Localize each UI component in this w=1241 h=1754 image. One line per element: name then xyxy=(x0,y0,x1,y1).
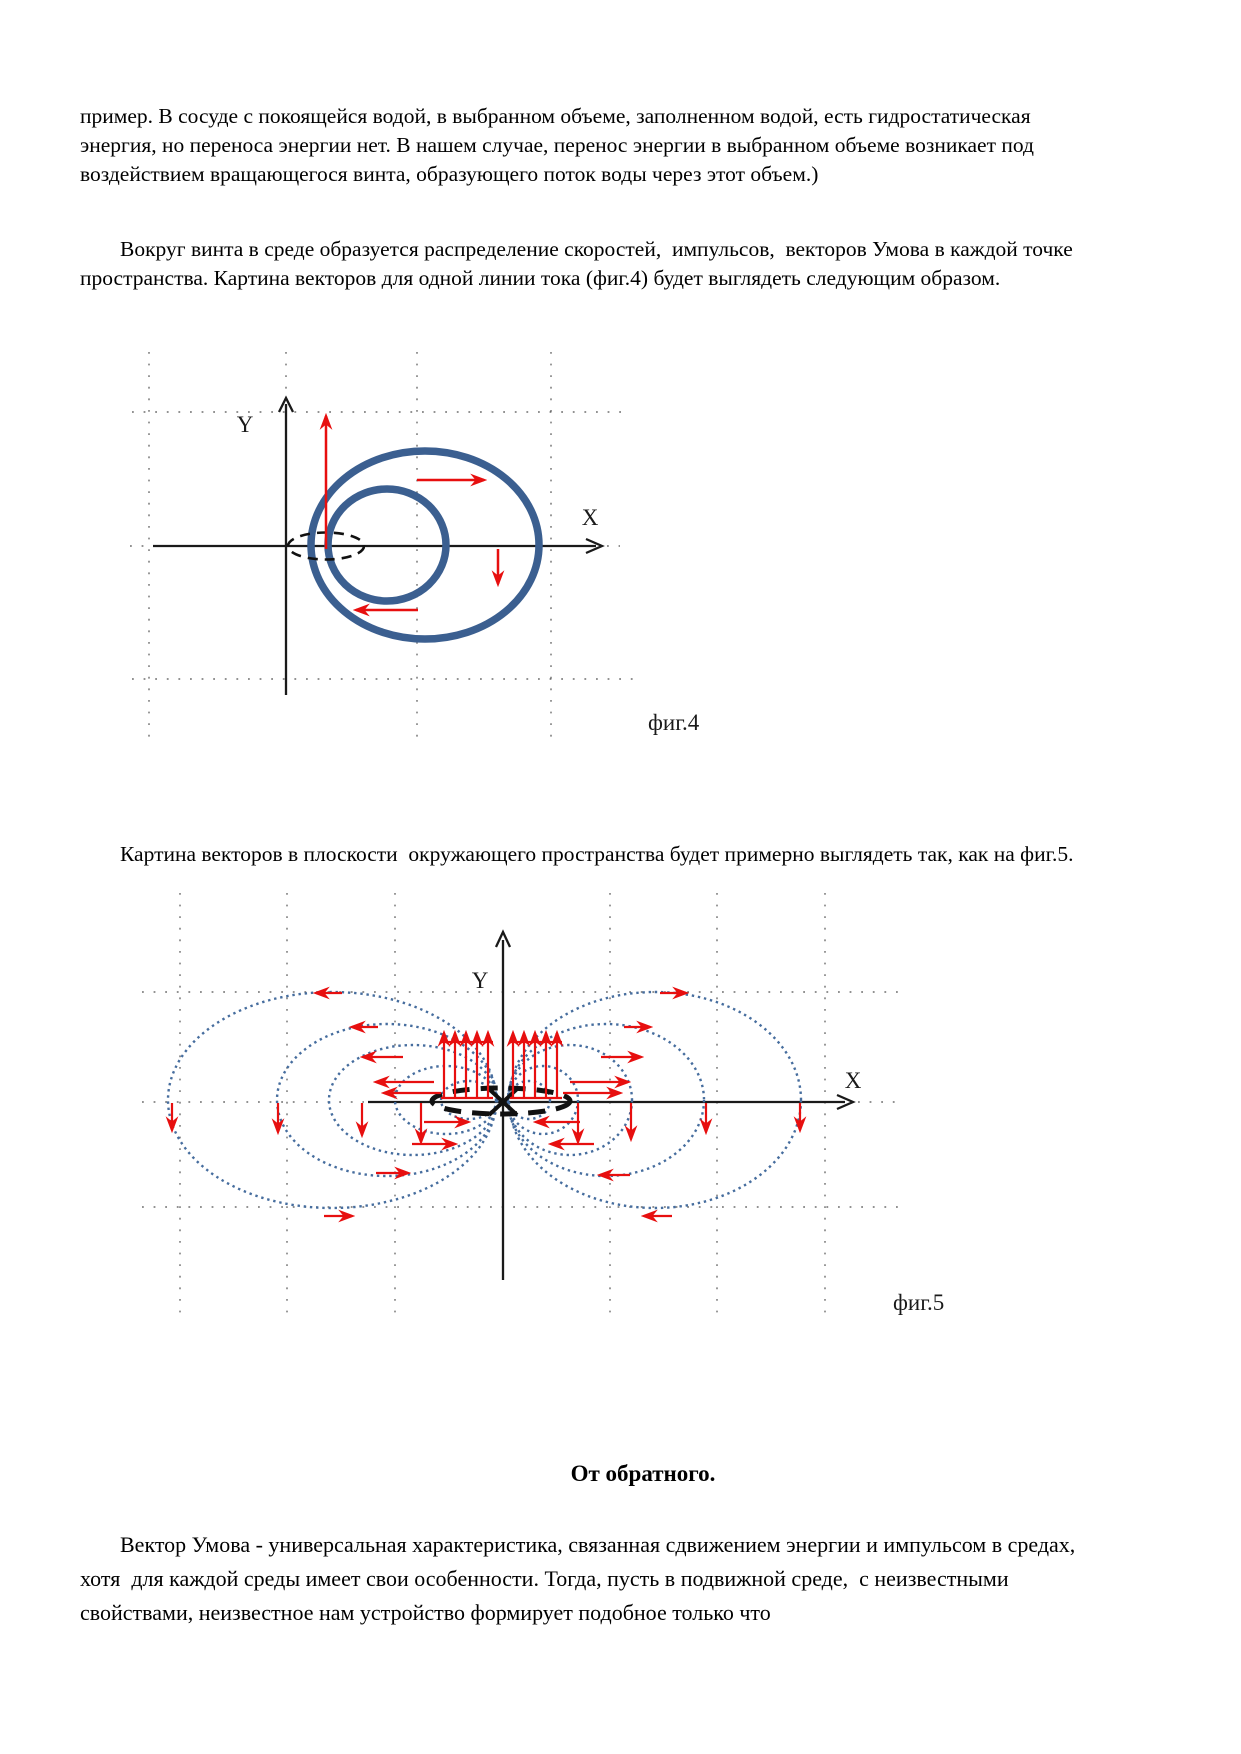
fig4-flow-arrows xyxy=(326,416,498,610)
fig4-y-label: Y xyxy=(236,412,254,437)
fig5-return-arrows xyxy=(324,1173,672,1216)
fig5-grid xyxy=(142,893,903,1318)
paragraph-2: Вокруг винта в среде образуется распределение скоростей, импульсов, векторов Умова в каждой точке пространства. Картина векторов для одной линии тока (фиг.4) будет выглядеть следующим образом. xyxy=(80,237,1079,290)
paragraph-1: пример. В сосуде с покоящейся водой, в выбранном объеме, заполненном водой, есть гидростатическая энергия, но переноса энергии нет. В нашем случае, перенос энергии в выбранном объеме возникает под воздействием вращающегося винта, образующего поток воды через этот объем.) xyxy=(80,104,1040,186)
fig4-caption: фиг.4 xyxy=(648,710,700,735)
fig4-x-label: X xyxy=(581,505,599,530)
section-heading: От обратного. xyxy=(570,1461,716,1486)
fig4-x-axis xyxy=(153,539,602,553)
fig5-x-label: X xyxy=(844,1068,862,1093)
figure-4-diagram xyxy=(90,345,710,745)
paragraph-3: Картина векторов в плоскости окружающего пространства будет примерно выглядеть так, как на фиг.5. xyxy=(120,842,1074,866)
fig5-caption: фиг.5 xyxy=(893,1290,945,1315)
paragraph-4: Вектор Умова - универсальная характеристика, связанная сдвижением энергии и импульсом в средах, хотя для каждой среды имеет свои особенности. Тогда, пусть в подвижной среде, с неизвестными свойствами, неизвестное нам устройство формирует подобное только что xyxy=(80,1532,1081,1625)
fig4-grid xyxy=(130,352,637,737)
fig5-flow-arrows xyxy=(172,993,800,1216)
figure-5-diagram xyxy=(125,878,955,1328)
fig5-field-lines xyxy=(168,992,801,1208)
fig5-y-label: Y xyxy=(471,968,489,993)
fig5-right-outward-arrows xyxy=(563,993,686,1093)
